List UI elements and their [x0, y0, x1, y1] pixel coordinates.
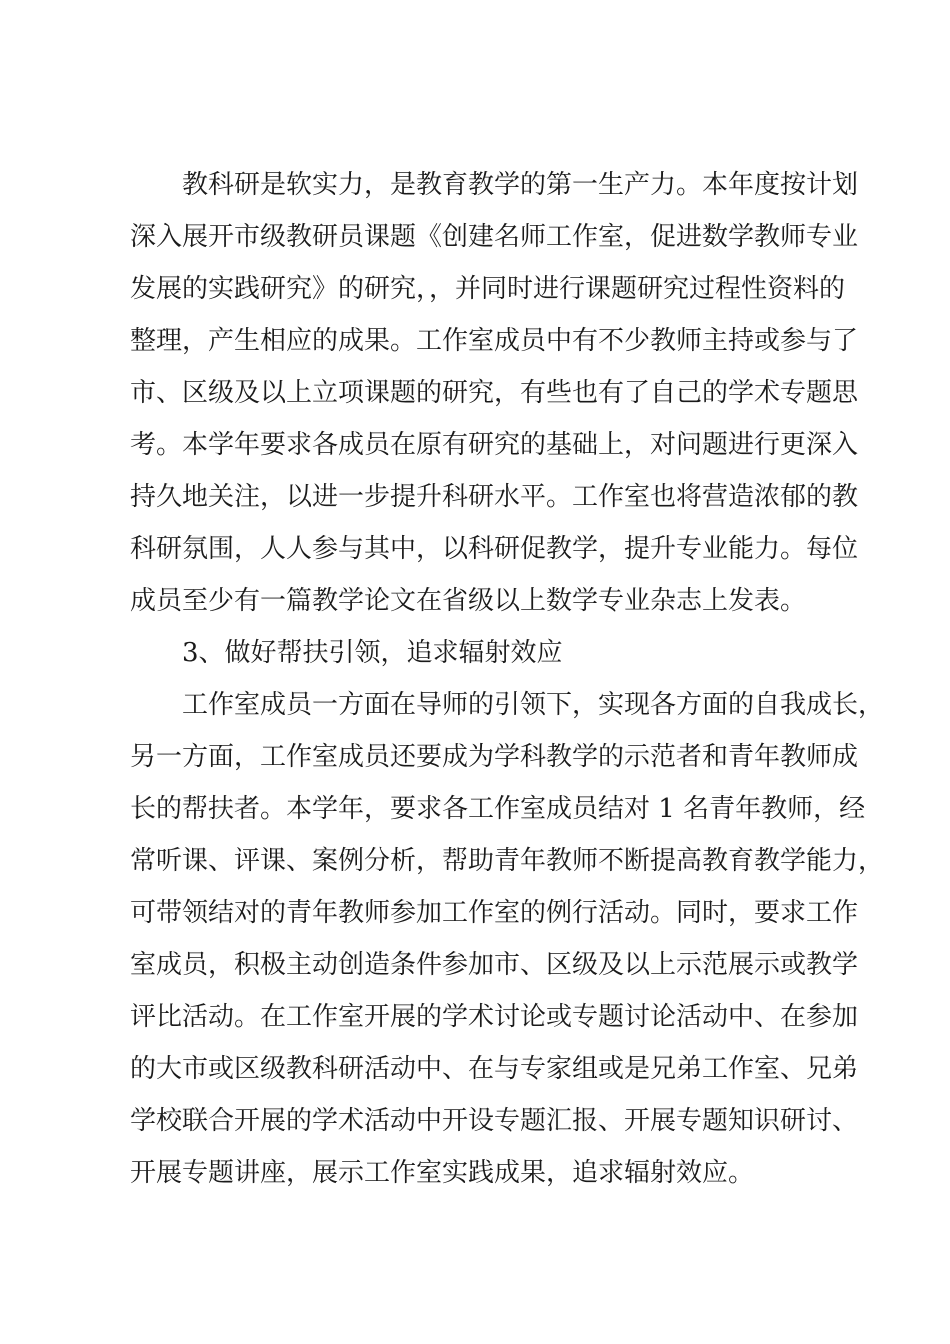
paragraph-1-line-1: 教科研是软实力，是教育教学的第一生产力。本年度按计划 [182, 170, 859, 200]
paragraph-1-line-9: 成员至少有一篇教学论文在省级以上数学专业杂志上发表。 [130, 586, 807, 616]
paragraph-1-line-4: 整理，产生相应的成果。工作室成员中有不少教师主持或参与了 [130, 326, 859, 356]
paragraph-1-line-6: 考。本学年要求各成员在原有研究的基础上，对问题进行更深入 [130, 430, 859, 460]
paragraph-2-line-10: 开展专题讲座，展示工作室实践成果，追求辐射效应。 [130, 1158, 755, 1188]
paragraph-1-line-2: 深入展开市级教研员课题《创建名师工作室，促进数学教师专业 [130, 222, 859, 252]
paragraph-2-line-9: 学校联合开展的学术活动中开设专题汇报、开展专题知识研讨、 [130, 1106, 859, 1136]
paragraph-2-line-8: 的大市或区级教科研活动中、在与专家组或是兄弟工作室、兄弟 [130, 1054, 859, 1084]
paragraph-2-line-5: 可带领结对的青年教师参加工作室的例行活动。同时，要求工作 [130, 898, 859, 928]
paragraph-1-line-7: 持久地关注，以进一步提升科研水平。工作室也将营造浓郁的教 [130, 482, 859, 512]
paragraph-2-line-1: 工作室成员一方面在导师的引领下，实现各方面的自我成长， [182, 690, 885, 720]
paragraph-2-line-6: 室成员，积极主动创造条件参加市、区级及以上示范展示或教学 [130, 950, 859, 980]
section-heading: 3、做好帮扶引领，追求辐射效应 [182, 638, 563, 668]
paragraph-2-line-2: 另一方面，工作室成员还要成为学科教学的示范者和青年教师成 [130, 742, 859, 772]
paragraph-1-line-8: 科研氛围，人人参与其中，以科研促教学，提升专业能力。每位 [130, 534, 859, 564]
paragraph-1-line-5: 市、区级及以上立项课题的研究，有些也有了自己的学术专题思 [130, 378, 859, 408]
paragraph-2-line-7: 评比活动。在工作室开展的学术讨论或专题讨论活动中、在参加 [130, 1002, 859, 1032]
paragraph-2-line-4: 常听课、评课、案例分析，帮助青年教师不断提高教育教学能力， [130, 846, 885, 876]
paragraph-1-line-3: 发展的实践研究》的研究，，并同时进行课题研究过程性资料的 [130, 274, 846, 304]
paragraph-2-line-3: 长的帮扶者。本学年，要求各工作室成员结对 1 名青年教师，经 [130, 794, 866, 824]
